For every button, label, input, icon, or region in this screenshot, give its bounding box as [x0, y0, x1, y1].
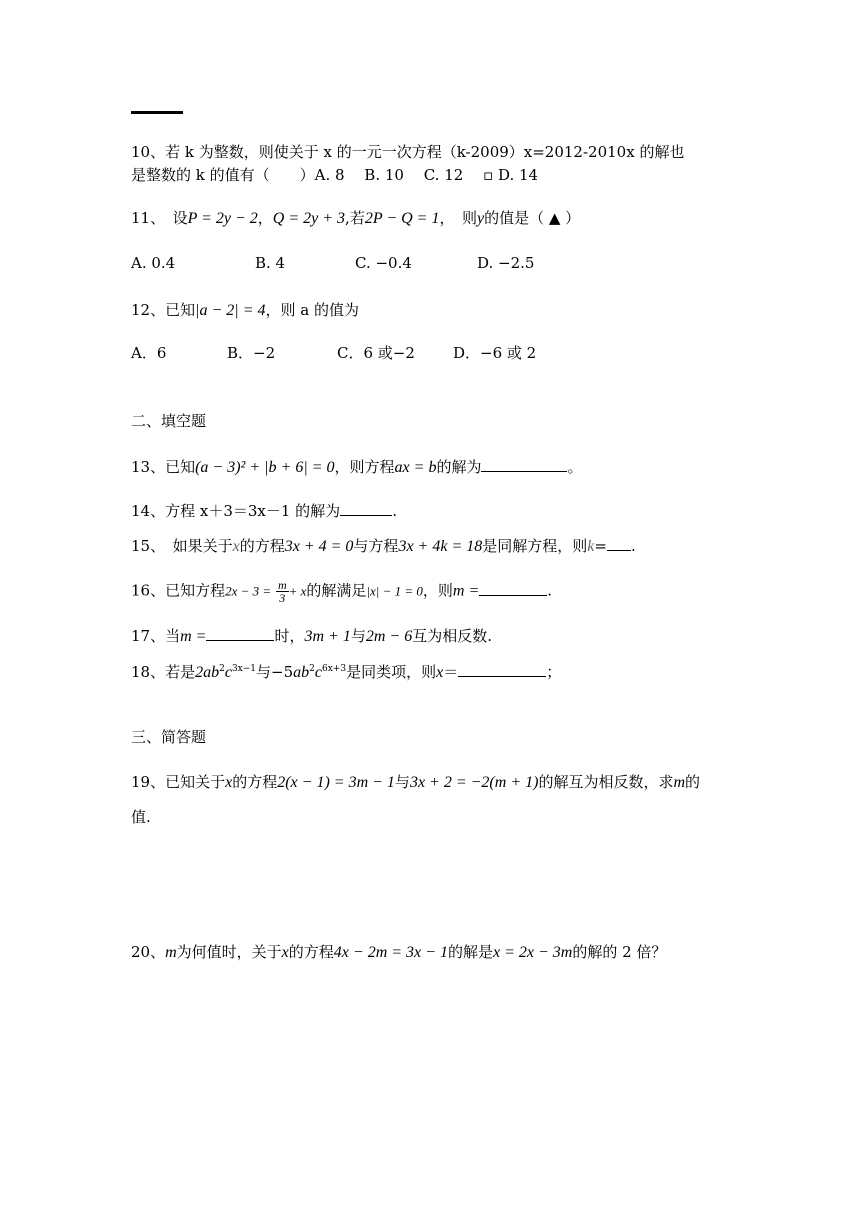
- section-short-answer: 三、简答题: [131, 728, 207, 746]
- q11-prefix: 11、 设: [131, 209, 188, 227]
- q16-tail: ，则: [422, 581, 453, 600]
- q16-eq2: |x| − 1 = 0: [366, 583, 423, 599]
- q20-var: m: [165, 944, 177, 961]
- q16-mid: 的解满足: [306, 581, 367, 600]
- q16-answer-blank[interactable]: [479, 594, 547, 596]
- section-fill-in: 二、填空题: [131, 412, 207, 430]
- q19-var2: m: [673, 774, 686, 791]
- q18-end: ；: [546, 663, 562, 681]
- q14-text: 14、方程 x＋3＝3x－1 的解为: [131, 502, 341, 520]
- q12-prefix: 12、已知: [131, 301, 196, 319]
- q20-mid2: 的方程: [288, 943, 334, 961]
- q15-var2: k: [587, 538, 595, 555]
- q13-eq2: ax = b: [394, 459, 437, 476]
- q13-eq: (a − 3)² + |b + 6| = 0: [195, 459, 335, 476]
- q20-eq2: x = 2x − 3m: [492, 944, 573, 961]
- q18-term1-c: c: [224, 664, 232, 681]
- q18-stem: [131, 661, 561, 682]
- q17-mid2: 与: [350, 627, 366, 645]
- q20-stem: [131, 941, 666, 962]
- q14-stem: [131, 500, 397, 521]
- q11-stem: [131, 207, 580, 228]
- q12-stem: [131, 299, 359, 320]
- q17-prefix: 17、当: [131, 627, 181, 645]
- q19-eq2: 3x + 2 = −2(m + 1): [409, 774, 539, 791]
- q18-term1: 2ab: [195, 664, 220, 681]
- q19-end: 的: [685, 773, 701, 791]
- q17-answer-blank[interactable]: [206, 639, 274, 641]
- q19-eq1: 2(x − 1) = 3m − 1: [277, 774, 395, 791]
- q18-term2: ab: [293, 664, 310, 681]
- q12-option-a: A．6: [131, 344, 167, 362]
- q15-mid2: 与方程: [353, 537, 399, 555]
- q17-eq3: 2m − 6: [365, 628, 413, 645]
- q11-option-b: B. 4: [255, 254, 286, 272]
- q11-eq3: 2P − Q = 1: [364, 210, 440, 227]
- q11-sep: ，: [257, 209, 273, 227]
- q11-option-d: D. −2.5: [477, 254, 535, 272]
- q14-end: .: [392, 502, 397, 520]
- q15-eq2: 3x + 4k = 18: [398, 538, 483, 555]
- q15-end: .: [630, 537, 636, 555]
- q18-var: x: [436, 664, 444, 681]
- q11-eq2: Q = 2y + 3: [272, 210, 346, 227]
- q11-option-a: A. 0.4: [131, 254, 176, 272]
- q16-end: .: [547, 581, 553, 600]
- q11-option-c: C. −0.4: [355, 254, 412, 272]
- q20-prefix: 20、: [131, 943, 166, 961]
- q13-end: 。: [567, 458, 583, 476]
- q16-eq3: m =: [452, 582, 480, 600]
- q19-tail: 的解互为相反数，求: [538, 773, 674, 791]
- q15-var: x: [232, 538, 240, 555]
- q18-term1-exp2: 3x−1: [231, 664, 257, 674]
- q17-stem: [131, 625, 492, 646]
- q16-frac-den: 3: [279, 591, 286, 605]
- q13-answer-blank[interactable]: [481, 470, 567, 472]
- q12-option-d: D．−6 或 2: [453, 344, 537, 362]
- q17-tail: 互为相反数.: [412, 627, 492, 645]
- q13-prefix: 13、已知: [131, 458, 196, 476]
- q18-mid: 与−5: [256, 663, 294, 681]
- q19-mid: 的方程: [232, 773, 278, 791]
- top-rule: [131, 111, 183, 114]
- q18-answer-blank[interactable]: [458, 675, 546, 677]
- q19-var: x: [225, 774, 233, 791]
- q16-eq-left: 2x − 3 =: [225, 583, 272, 599]
- q15-mid3: 是同解方程，则: [482, 537, 588, 555]
- q15-stem: [131, 535, 636, 556]
- q17-eq2: 3m + 1: [304, 628, 351, 645]
- q11-end: 的值是（ ▲ ）: [484, 209, 581, 227]
- q15-answer-blank[interactable]: [607, 549, 631, 551]
- q12-option-b: B．−2: [227, 344, 276, 362]
- q10-line1: 10、若 k 为整数，则使关于 x 的一元一次方程（k-2009）x=2012-2010x 的解也: [131, 143, 685, 161]
- q20-eq1: 4x − 2m = 3x − 1: [333, 944, 448, 961]
- q11-var: y: [476, 210, 485, 227]
- q19-stem: [131, 771, 700, 792]
- q18-term1-exp1: 2: [219, 664, 225, 674]
- q20-mid3: 的解是: [447, 943, 493, 961]
- q18-eq: ＝: [443, 663, 459, 681]
- q18-term2-c: c: [314, 664, 322, 681]
- q17-eq: m =: [180, 628, 207, 645]
- q15-mid1: 的方程: [239, 537, 285, 555]
- q15-prefix: 15、 如果关于: [131, 537, 233, 555]
- q16-frac-num: m: [277, 578, 287, 592]
- q13-tail: 的解为: [436, 458, 482, 476]
- q20-var2: x: [281, 944, 289, 961]
- q11-eq1: P = 2y − 2: [187, 210, 258, 227]
- q12-tail: ，则 a 的值为: [265, 301, 359, 319]
- q20-tail: 的解的 2 倍？: [572, 943, 667, 961]
- q11-options: [131, 254, 534, 272]
- q13-stem: [131, 456, 582, 477]
- q18-term2-exp2: 6x+3: [321, 664, 347, 674]
- q18-tail: 是同类项，则: [346, 663, 437, 681]
- q13-mid: ，则方程: [334, 458, 395, 476]
- q15-eq1: 3x + 4 = 0: [284, 538, 354, 555]
- q16-fraction: [276, 579, 289, 604]
- q19-line2: 值.: [131, 808, 151, 826]
- q14-answer-blank[interactable]: [340, 514, 392, 516]
- q11-mid: ,若: [345, 209, 365, 227]
- q16-prefix: 16、已知方程: [131, 581, 226, 600]
- q17-mid: 时，: [274, 627, 305, 645]
- q12-option-c: C．6 或−2: [337, 344, 415, 362]
- q12-eq: |a − 2| = 4: [195, 302, 266, 319]
- q15-eqsign: =: [594, 537, 607, 555]
- q16-eq-right: + x: [288, 583, 307, 599]
- q18-prefix: 18、若是: [131, 663, 196, 681]
- q19-mid2: 与: [394, 773, 410, 791]
- q19-prefix: 19、已知关于: [131, 773, 226, 791]
- q18-term2-exp1: 2: [309, 664, 315, 674]
- q20-mid: 为何值时，关于: [176, 943, 282, 961]
- q16-stem: [131, 579, 552, 604]
- q11-tail: ， 则: [439, 209, 477, 227]
- q10-line2: 是整数的 k 的值有（ ）A. 8 B. 10 C. 12 ▫ D. 14: [131, 166, 539, 184]
- q12-options: [131, 342, 536, 363]
